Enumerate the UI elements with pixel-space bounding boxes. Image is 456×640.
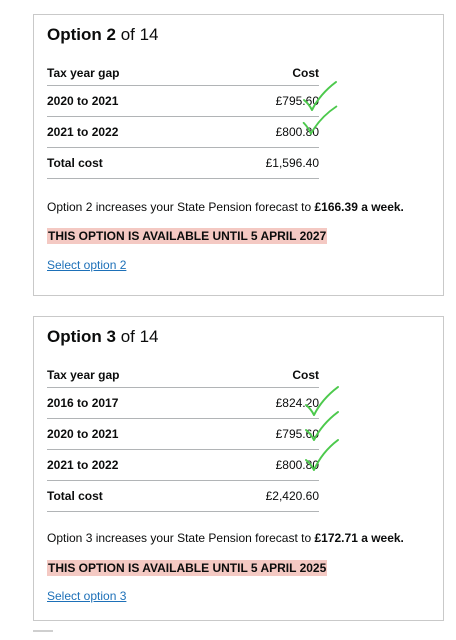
row-year: 2021 to 2022 (47, 450, 204, 481)
row-cost: £800.80 (204, 450, 319, 481)
availability-warning: THIS OPTION IS AVAILABLE UNTIL 5 APRIL 2025 (48, 561, 327, 575)
option-number: Option 3 (47, 327, 116, 346)
row-year: 2020 to 2021 (47, 419, 204, 450)
table-header-row (47, 61, 319, 86)
option-card-3 (33, 316, 444, 621)
row-cost: £795.60 (204, 86, 319, 117)
table-row (47, 450, 319, 481)
option-card-2 (33, 14, 444, 296)
forecast-description (47, 531, 404, 545)
row-cost: £824.20 (204, 388, 319, 419)
header-tax-year-gap: Tax year gap (47, 363, 204, 388)
total-label: Total cost (47, 148, 204, 179)
select-option-2-link[interactable]: Select option 2 (47, 258, 127, 272)
option-title (47, 25, 159, 45)
option-number: Option 2 (47, 25, 116, 44)
table-row (47, 86, 319, 117)
table-row (47, 117, 319, 148)
forecast-text: Option 2 increases your State Pension forecast to (47, 200, 315, 214)
header-cost: Cost (204, 61, 319, 86)
forecast-text: Option 3 increases your State Pension forecast to (47, 531, 315, 545)
option-title (47, 327, 159, 347)
checkmark-icon (300, 103, 340, 139)
total-value: £2,420.60 (204, 481, 319, 512)
divider (33, 630, 53, 632)
row-year: 2016 to 2017 (47, 388, 204, 419)
tax-year-gap-table (47, 61, 319, 179)
table-header-row (47, 363, 319, 388)
tax-year-gap-table (47, 363, 319, 512)
total-value: £1,596.40 (204, 148, 319, 179)
option-of-total: of 14 (120, 327, 159, 346)
availability-warning: THIS OPTION IS AVAILABLE UNTIL 5 APRIL 2027 (48, 229, 327, 243)
row-year: 2021 to 2022 (47, 117, 204, 148)
select-option-3-link[interactable]: Select option 3 (47, 589, 127, 603)
header-tax-year-gap: Tax year gap (47, 61, 204, 86)
checkmark-icon (302, 438, 342, 474)
row-cost: £800.80 (204, 117, 319, 148)
total-row (47, 481, 319, 512)
total-label: Total cost (47, 481, 204, 512)
row-cost: £795.60 (204, 419, 319, 450)
forecast-description (47, 200, 404, 214)
row-year: 2020 to 2021 (47, 86, 204, 117)
table-row (47, 388, 319, 419)
forecast-amount: £166.39 a week. (314, 200, 404, 214)
forecast-amount: £172.71 a week. (314, 531, 404, 545)
option-of-total: of 14 (120, 25, 159, 44)
table-row (47, 419, 319, 450)
header-cost: Cost (204, 363, 319, 388)
total-row (47, 148, 319, 179)
